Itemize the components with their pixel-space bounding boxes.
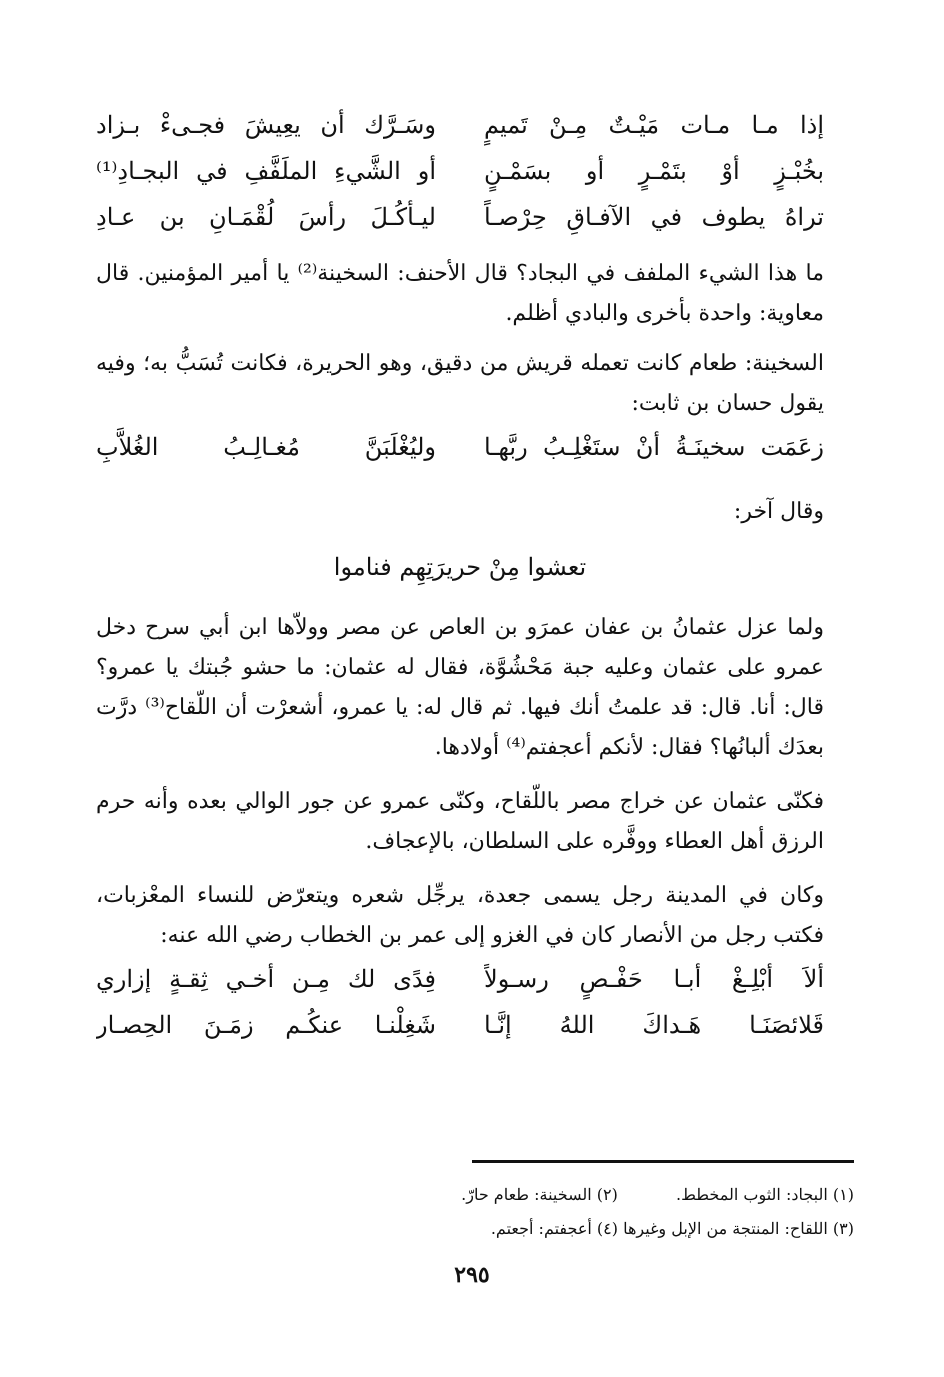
paragraph: ما هذا الشيء الملفف في البجاد؟ قال الأحنف: السخينة⁽²⁾ يا أمير المؤمنين. قال معاوية: واحدة بأخرى والبادي أظلم. [96, 261, 824, 326]
page-number: ٢٩٥ [454, 1262, 490, 1288]
paragraph: فكنّى عثمان عن خراج مصر باللّقاح، وكنّى عمرو عن جور الوالي بعده وأنه حرم الرزق أهل العطاء ووفَّره على السلطان، بالإعجاف. [96, 789, 824, 854]
verse-line [96, 956, 824, 1002]
poem-block-1 [96, 102, 824, 240]
verse-first-hemistich: زعَمَت سخينَـةُ أنْ ستَغْلِـبُ ربَّهـا [484, 433, 824, 461]
footnote-divider [472, 1160, 854, 1163]
poem-block-2 [96, 424, 824, 470]
footnote-4: (٤) أعجفتم: أجعتم. [490, 1219, 618, 1238]
verse-line [96, 102, 824, 148]
verse-line [96, 194, 824, 240]
verse-first-hemistich: ألاَ أبْلِـغْ أبـا حَفْـصٍ رسـولاً [484, 965, 824, 993]
footnote-3: (٣) اللقاح: المنتجة من الإبل وغيرها [623, 1219, 854, 1238]
page-body [96, 96, 824, 1048]
verse-first-hemistich: بخُبْـزٍ أوْ بتَمْـرٍ أو بسَمْـنٍ [484, 157, 824, 185]
verse-second-hemistich: فِدًى لك مِـن أخـي ثِقـةٍ إزاري [96, 965, 436, 993]
verse-line [96, 1002, 824, 1048]
verse-second-hemistich: أو الشَّيءِ الملَفَّفِ في البجـادِ⁽¹⁾ [96, 157, 436, 185]
verse-first-hemistich: قَلائصَنَـا هَـداكَ اللهُ إنَّـا [484, 1011, 824, 1039]
paragraph: السخينة: طعام كانت تعمله قريش من دقيق، وهو الحريرة، فكانت تُسَبُّ به؛ وفيه يقول حسان بن ثابت: [96, 351, 824, 416]
footnote-row [354, 1178, 854, 1212]
verse-line [96, 424, 824, 470]
centered-verse: تعشوا مِنْ حريرَتِهِم فناموا [333, 553, 587, 581]
footnote-1: (١) البجاد: الثوب المخطط. [676, 1185, 854, 1204]
paragraph: وقال آخر: [733, 499, 824, 524]
verse-first-hemistich: تراهُ يطوف في الآفـاقِ حِرْصـاً [484, 203, 824, 231]
verse-second-hemistich: وسَـرَّك أن يعِيشَ فجـىءْ بـزاد [96, 111, 436, 139]
verse-first-hemistich: إذا مـا مـات مَيْـتٌ مِـنْ تَميمٍ [484, 111, 824, 139]
paragraph: ولما عزل عثمانُ بن عفان عمرَو بن العاص عن مصر وولاّها ابن أبي سرح دخل عمرو على عثمان وعليه جبة مَحْشُوَّة، فقال له عثمان: ما حشو جُبتك يا عمرو؟ قال: أنا. قال: قد علمتُ أنك فيها. ثم قال له: يا عمرو، أشعرْت أن اللّقاح⁽³⁾ درَّت بعدَك ألبانُها؟ فقال: لأنكم أعجفتم⁽⁴⁾ أولادها. [96, 615, 825, 760]
verse-line [96, 148, 824, 194]
footnote-row [354, 1212, 854, 1246]
verse-second-hemistich: ليـأكُـلَ رأسَ لُقْمَـانِ بن عـادِ [96, 203, 436, 231]
footnote-2: (٢) السخينة: طعام حارّ. [461, 1185, 618, 1204]
verse-second-hemistich: وليُغْلَبَنَّ مُغـالِـبُ الغُلاَّبِ [96, 433, 436, 461]
verse-second-hemistich: شَغِلْنـا عنكُـم زمَـنَ الحِصـار [96, 1011, 436, 1039]
paragraph: وكان في المدينة رجل يسمى جعدة، يرجِّل شعره ويتعرّض للنساء المعْزبات، فكتب رجل من الأنصار كان في الغزو إلى عمر بن الخطاب رضي الله عنه: [96, 883, 824, 948]
poem-block-3 [96, 956, 824, 1048]
footnotes [354, 1178, 854, 1246]
